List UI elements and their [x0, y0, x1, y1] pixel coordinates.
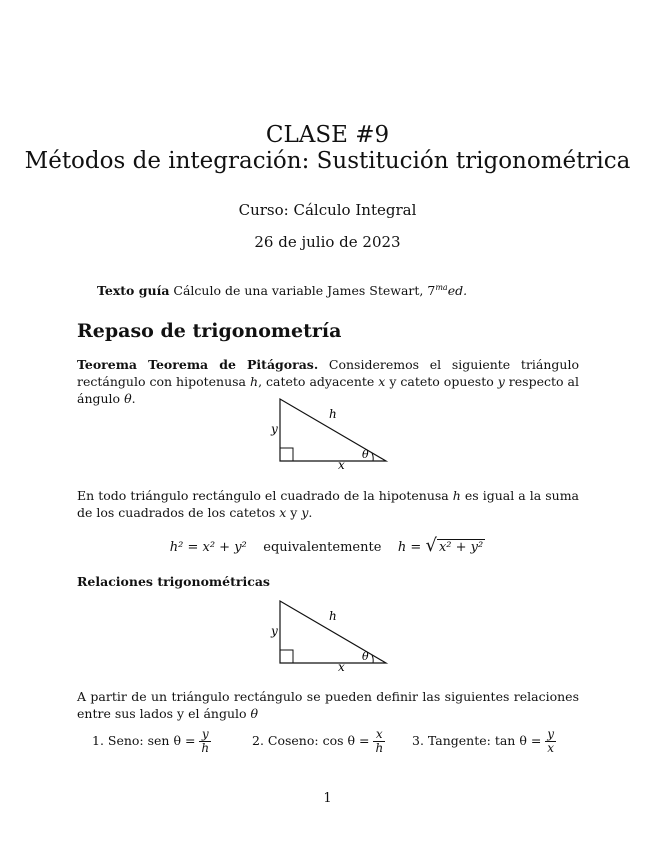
- pythagoras-equation: [0, 535, 655, 556]
- guide-edition-sup: ma: [435, 283, 448, 292]
- relation-label: 3. Tangente: tan θ =: [412, 733, 542, 748]
- theorem-text-c: y cateto opuesto: [385, 374, 498, 389]
- pythagoras-var-x: x: [279, 505, 287, 520]
- angle-arc: [372, 453, 373, 461]
- relation-fraction: [545, 728, 556, 755]
- relations-intro: [77, 688, 579, 722]
- fraction-denominator: h: [375, 741, 384, 755]
- guide-text: [97, 283, 467, 298]
- pythagoras-var-y: y: [301, 505, 309, 520]
- equation-rhs-root: x² + y²: [438, 540, 484, 555]
- var-x: x: [378, 374, 386, 389]
- guide-reference: Cálculo de una variable James Stewart, 7: [173, 283, 436, 299]
- theorem-text-d: respecto al ángulo: [77, 374, 579, 406]
- equation-rhs-lhs: h =: [397, 540, 422, 555]
- fraction-denominator: x: [547, 741, 555, 755]
- sqrt-icon: √: [425, 535, 437, 556]
- course-name: Curso: Cálculo Integral: [238, 201, 417, 219]
- right-angle-marker: [280, 448, 293, 461]
- var-h: h: [250, 374, 259, 389]
- relation-label: 2. Coseno: cos θ =: [252, 733, 370, 748]
- relation-item-tangent: [412, 728, 556, 755]
- var-theta: θ: [124, 391, 132, 406]
- triangle-label-x: x: [338, 660, 345, 674]
- triangle-label-theta: θ: [362, 448, 369, 461]
- document-date: 26 de julio de 2023: [254, 233, 401, 251]
- triangle-label-h: h: [329, 407, 337, 421]
- triangle-label-theta: θ: [362, 650, 369, 663]
- page-number: 1: [323, 791, 332, 806]
- theorem-text-a: Consideremos el siguiente triángulo rectángulo con hipotenusa: [77, 357, 579, 389]
- relations-intro-theta: θ: [250, 706, 259, 721]
- guide-edition-suffix: ed.: [447, 283, 468, 299]
- guide-label: Texto guía: [97, 283, 170, 299]
- angle-arc: [372, 655, 373, 663]
- triangle-label-h: h: [329, 609, 337, 623]
- page-title-line-2: Métodos de integración: Sustitución trigonométrica: [24, 148, 631, 174]
- section-title: Repaso de trigonometría: [77, 320, 342, 342]
- relation-item-sine: [92, 728, 211, 755]
- relation-fraction: [199, 728, 211, 755]
- fraction-numerator: x: [373, 728, 385, 742]
- theorem-label: Teorema Teorema de Pitágoras.: [77, 357, 319, 372]
- theorem-text-e: .: [131, 391, 136, 406]
- relation-item-cosine: [252, 728, 385, 755]
- pythagoras-text-a: En todo triángulo rectángulo el cuadrado de la hipotenusa: [77, 488, 453, 503]
- triangle-label-y: y: [271, 624, 278, 638]
- equation-lhs: h² = x² + y²: [169, 540, 247, 555]
- pythagoras-paragraph: [77, 487, 579, 521]
- relation-fraction: [373, 728, 385, 755]
- pythagoras-text-b: es igual a la suma de los cuadrados de los catetos: [77, 488, 579, 520]
- fraction-denominator: h: [201, 741, 210, 755]
- theorem-text-b: , cateto adyacente: [258, 374, 379, 389]
- fraction-numerator: y: [547, 727, 555, 741]
- equation-connector: equivalentemente: [263, 540, 382, 555]
- right-angle-marker: [280, 650, 293, 663]
- pythagoras-var-h: h: [452, 488, 461, 503]
- relation-label: 1. Seno: sen θ =: [92, 733, 196, 748]
- triangle-label-y: y: [271, 422, 278, 436]
- pythagoras-text-c: y: [286, 505, 302, 520]
- var-y: y: [497, 374, 505, 389]
- relations-intro-text: A partir de un triángulo rectángulo se pueden definir las siguientes relaciones entre sus lados y el ángulo: [77, 689, 579, 721]
- page-title-line-1: CLASE #9: [265, 122, 390, 148]
- pythagoras-text-d: .: [308, 505, 313, 520]
- triangle-diagram-1: [260, 395, 400, 475]
- triangle-diagram-2: [260, 597, 400, 677]
- relations-heading: Relaciones trigonométricas: [77, 574, 270, 589]
- triangle-label-x: x: [338, 458, 345, 472]
- fraction-numerator: y: [199, 728, 211, 742]
